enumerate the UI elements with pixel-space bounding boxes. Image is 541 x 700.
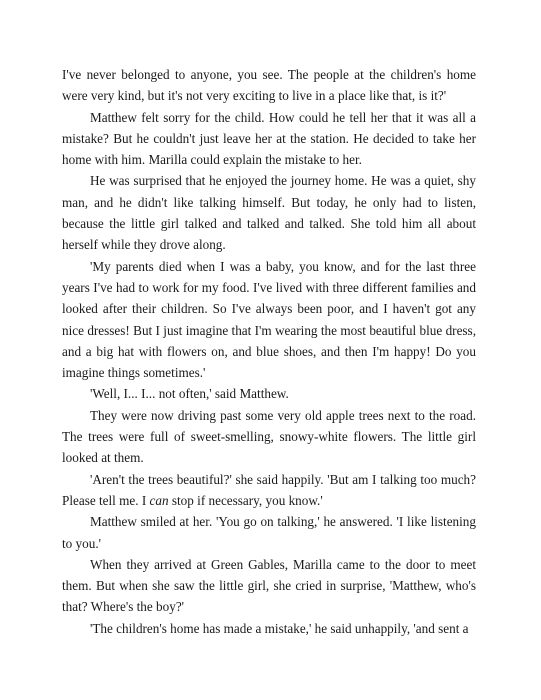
paragraph-8: Matthew smiled at her. 'You go on talking,' he answered. 'I like listening to you.' — [62, 514, 476, 551]
paragraph-7-after: stop if necessary, you know.' — [168, 492, 323, 508]
paragraph-2: Matthew felt sorry for the child. How could he tell her that it was all a mistake? But he couldn't just leave her at the station. He decided to take her home with him. Marilla could explain the mistake to her. — [62, 109, 476, 168]
paragraph-6: They were now driving past some very old apple trees next to the road. The trees were full of sweet-smelling, snowy-white flowers. The little girl looked at them. — [62, 407, 476, 466]
paragraph-10: 'The children's home has made a mistake,' he said unhappily, 'and sent a — [90, 620, 469, 636]
paragraph-1: I've never belonged to anyone, you see. The people at the children's home were very kind, but it's not very exciting to live in a place like that, is it?' — [62, 67, 476, 104]
paragraph-9: When they arrived at Green Gables, Marilla came to the door to meet them. But when she saw the little girl, she cried in surprise, 'Matthew, who's that? Where's the boy?' — [62, 556, 476, 615]
paragraph-4: 'My parents died when I was a baby, you know, and for the last three years I've had to work for my food. I've lived with three different families and looked after their children. So I've always been poor, and I haven't got any nice dresses! But I just imagine that I'm wearing the most beautiful blue dress, and a big hat with flowers on, and blue shoes, and then I'm happy! Do you imagine things sometimes.' — [62, 258, 476, 381]
paragraph-7-emphasis: can — [149, 492, 169, 508]
paragraph-7 — [62, 469, 476, 512]
paragraph-7-before: 'Aren't the trees beautiful?' she said happily. 'But am I talking too much? Please tell me. I — [62, 471, 476, 508]
paragraph-3: He was surprised that he enjoyed the journey home. He was a quiet, shy man, and he didn't like talking himself. But today, he only had to listen, because the little girl talked and talked and talked. She told him all about herself while they drove along. — [62, 173, 476, 253]
book-page-text — [62, 64, 476, 639]
paragraph-5: 'Well, I... I... not often,' said Matthew. — [90, 386, 289, 402]
